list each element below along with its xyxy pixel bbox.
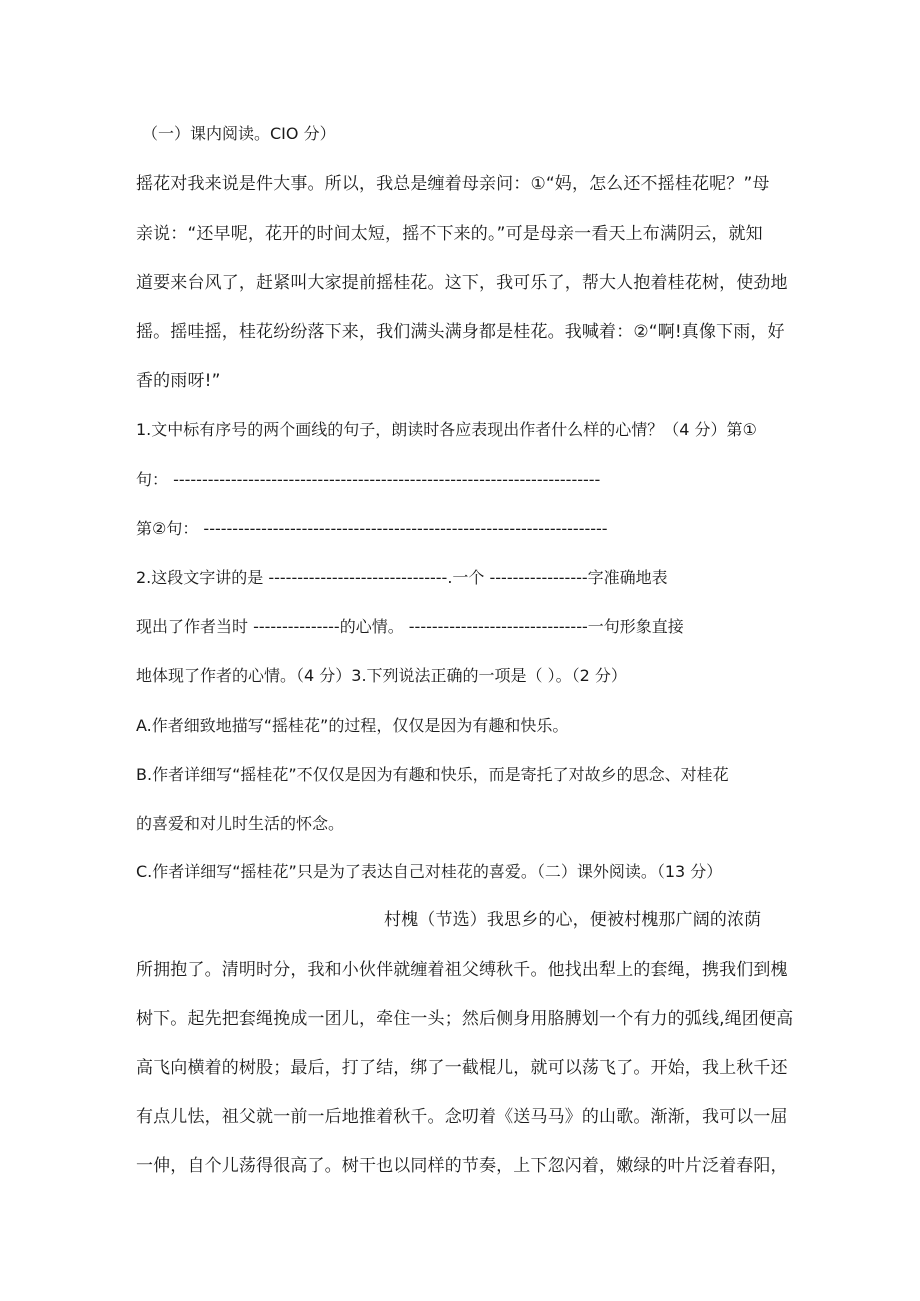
passage-line: 亲说：“还早呢，花开的时间太短，摇不下来的。”可是母亲一看天上布满阴云，就知 (136, 224, 763, 244)
section-heading: （一）课内阅读。CIO 分） (142, 124, 336, 143)
passage-line: 道要来台风了，赶紧叫大家提前摇桂花。这下，我可乐了，帮大人抱着桂花树，使劲地 (136, 273, 788, 293)
passage-line: 香的雨呀!” (136, 371, 221, 391)
answer-line: 句： -------------------------------------------------------------------------- (136, 470, 601, 489)
question-line: 地体现了作者的心情。（4 分）3.下列说法正确的一项是（ ）。（2 分） (136, 666, 627, 685)
question-line: 2.这段文字讲的是 -------------------------------.一个 -----------------字准确地表 (136, 568, 668, 587)
section2-title-line: 村槐（节选）我思乡的心，便被村槐那广阔的浓荫 (384, 910, 762, 930)
option-b-continued: 的喜爱和对儿时生活的怀念。 (136, 814, 345, 833)
option-c: C.作者详细写“摇桂花”只是为了表达自己对桂花的喜爱。（二）课外阅读。（13 分） (136, 862, 723, 881)
question-line: 1.文中标有序号的两个画线的句子，朗读时各应表现出作者什么样的心情？（4 分）第① (136, 420, 757, 439)
answer-line: 第②句： ---------------------------------------------------------------------- (136, 519, 608, 538)
option-b: B.作者详细写“摇桂花”不仅仅是因为有趣和快乐，而是寄托了对故乡的思念、对桂花 (136, 765, 729, 784)
passage-line: 摇花对我来说是件大事。所以，我总是缠着母亲问：①“妈，怎么还不摇桂花呢？”母 (136, 174, 770, 194)
passage-line: 摇。摇哇摇，桂花纷纷落下来，我们满头满身都是桂花。我喊着：②“啊!真像下雨，好 (136, 322, 785, 342)
option-a: A.作者细致地描写“摇桂花”的过程，仅仅是因为有趣和快乐。 (136, 716, 569, 735)
passage-line: 所拥抱了。清明时分，我和小伙伴就缠着祖父缚秋千。他找出犁上的套绳，携我们到槐 (136, 960, 788, 980)
passage-line: 一伸，自个儿荡得很高了。树干也以同样的节奏，上下忽闪着，嫩绿的叶片泛着春阳， (136, 1156, 788, 1176)
passage-line: 树下。起先把套绳挽成一团儿，牵住一头；然后侧身用胳膊划一个有力的弧线,绳团便高 (136, 1009, 794, 1029)
passage-line: 高飞向横着的树股；最后，打了结，绑了一截棍儿，就可以荡飞了。开始，我上秋千还 (136, 1058, 788, 1078)
question-line: 现出了作者当时 ---------------的心情。 -------------------------------一句形象直接 (136, 617, 684, 636)
passage-line: 有点儿怯，祖父就一前一后地推着秋千。念叨着《送马马》的山歌。渐渐，我可以一屈 (136, 1107, 788, 1127)
